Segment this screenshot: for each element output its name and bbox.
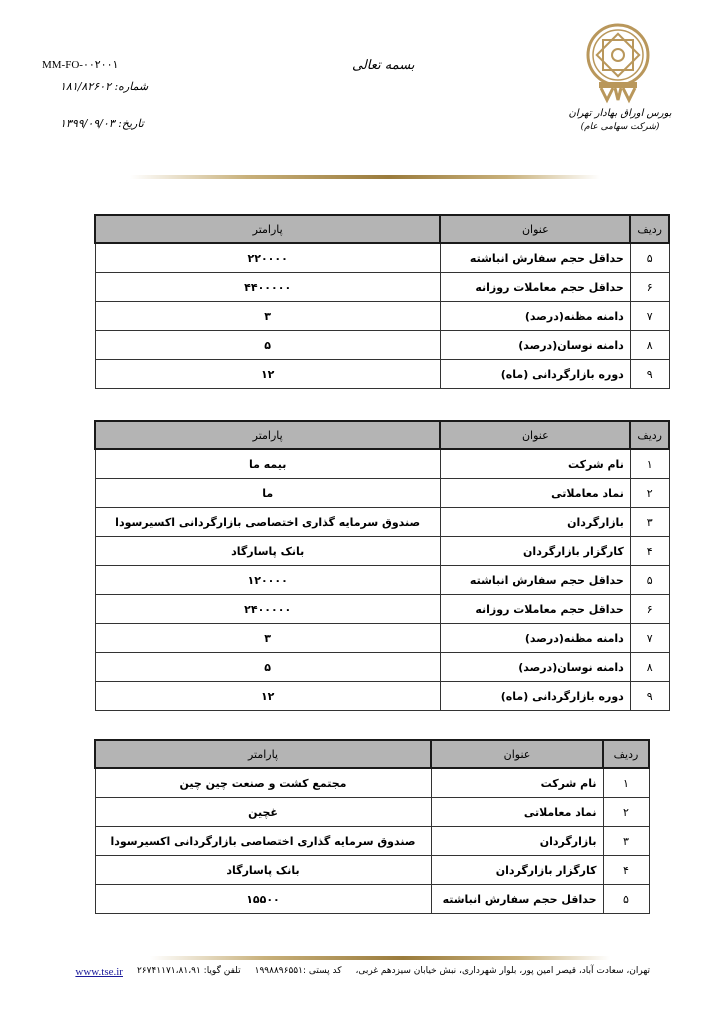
table-row — [95, 243, 669, 273]
column-header-title: عنوان — [440, 421, 630, 449]
row-number: ۵ — [630, 566, 669, 595]
document-number: شماره: ۱۸۱/۸۲۶۰۲ — [60, 80, 149, 93]
row-title: حداقل حجم سفارش انباشته — [440, 566, 630, 595]
table-row — [95, 798, 649, 827]
table-row — [95, 595, 669, 624]
invocation-heading: بسمه تعالی — [352, 58, 415, 73]
row-title: دامنه مظنه(درصد) — [440, 624, 630, 653]
table-row — [95, 479, 669, 508]
row-number: ۳ — [630, 508, 669, 537]
table-row — [95, 827, 649, 856]
column-header-row: ردیف — [603, 740, 649, 768]
row-param: بانک پاسارگاد — [95, 537, 440, 566]
row-number: ۲ — [630, 479, 669, 508]
row-title: حداقل حجم سفارش انباشته — [440, 243, 630, 273]
parameters-table-1 — [94, 214, 670, 389]
row-title: نماد معاملاتی — [440, 479, 630, 508]
table-row — [95, 508, 669, 537]
table-row — [95, 449, 669, 479]
row-title: بازارگردان — [440, 508, 630, 537]
row-title: حداقل حجم معاملات روزانه — [440, 273, 630, 302]
row-title: نام شرکت — [440, 449, 630, 479]
table-row — [95, 273, 669, 302]
row-title: بازارگردان — [431, 827, 603, 856]
column-header-param: پارامتر — [95, 215, 440, 243]
row-param: ۱۲ — [95, 360, 440, 389]
row-title: حداقل حجم سفارش انباشته — [431, 885, 603, 914]
row-number: ۲ — [603, 798, 649, 827]
row-param: ۱۲ — [95, 682, 440, 711]
table-row — [95, 302, 669, 331]
row-number: ۴ — [603, 856, 649, 885]
footer-divider — [150, 956, 610, 960]
row-param: صندوق سرمایه گذاری اختصاصی بازارگردانی اکسیرسودا — [95, 508, 440, 537]
row-title: دوره بازارگردانی (ماه) — [440, 360, 630, 389]
table-row — [95, 653, 669, 682]
column-header-title: عنوان — [431, 740, 603, 768]
footer-phone: تلفن گویا: ۲۶۷۴۱۱۷۱،۸۱،۹۱ — [136, 966, 241, 976]
website-link[interactable]: www.tse.ir — [75, 966, 123, 978]
row-number: ۶ — [630, 273, 669, 302]
row-number: ۶ — [630, 595, 669, 624]
row-title: دامنه مظنه(درصد) — [440, 302, 630, 331]
row-param: ۵ — [95, 331, 440, 360]
tse-emblem-logo-icon — [585, 22, 651, 104]
footer-postal-code: کد پستی :۱۹۹۸۸۹۶۵۵۱ — [254, 966, 342, 976]
row-title: نام شرکت — [431, 768, 603, 798]
row-title: دوره بازارگردانی (ماه) — [440, 682, 630, 711]
table-header-row — [95, 740, 649, 768]
column-header-param: پارامتر — [95, 740, 431, 768]
row-number: ۳ — [603, 827, 649, 856]
footer-address: تهران، سعادت آباد، قیصر امین پور، بلوار شهرداری، نبش خیابان سیزدهم غربی، — [355, 966, 650, 976]
organization-type: (شرکت سهامی عام) — [580, 122, 660, 132]
table-row — [95, 768, 649, 798]
parameters-table-2 — [94, 420, 670, 711]
column-header-row: ردیف — [630, 421, 669, 449]
row-title: حداقل حجم معاملات روزانه — [440, 595, 630, 624]
row-number: ۱ — [630, 449, 669, 479]
row-number: ۹ — [630, 360, 669, 389]
table-row — [95, 856, 649, 885]
organization-name: بورس اوراق بهادار تهران — [568, 108, 672, 119]
row-number: ۹ — [630, 682, 669, 711]
row-param: ۱۲۰۰۰۰ — [95, 566, 440, 595]
row-title: دامنه نوسان(درصد) — [440, 653, 630, 682]
footer — [75, 966, 650, 978]
row-param: صندوق سرمایه گذاری اختصاصی بازارگردانی اکسیرسودا — [95, 827, 431, 856]
row-param: مجتمع کشت و صنعت چین چین — [95, 768, 431, 798]
row-param: ۲۲۰۰۰۰ — [95, 243, 440, 273]
row-number: ۴ — [630, 537, 669, 566]
row-number: ۵ — [603, 885, 649, 914]
table-row — [95, 566, 669, 595]
parameters-table-3 — [94, 739, 650, 914]
row-param: بانک پاسارگاد — [95, 856, 431, 885]
row-param: ۵ — [95, 653, 440, 682]
row-number: ۸ — [630, 331, 669, 360]
header-divider — [130, 175, 600, 179]
row-title: دامنه نوسان(درصد) — [440, 331, 630, 360]
table-row — [95, 537, 669, 566]
table-row — [95, 624, 669, 653]
row-param: ۲۴۰۰۰۰۰ — [95, 595, 440, 624]
form-code: MM-FO-۰۰۲۰۰۱ — [42, 59, 119, 71]
document-date: تاریخ: ۱۳۹۹/۰۹/۰۳ — [60, 117, 144, 130]
row-title: کارگزار بازارگردان — [440, 537, 630, 566]
row-number: ۱ — [603, 768, 649, 798]
row-param: بیمه ما — [95, 449, 440, 479]
column-header-param: پارامتر — [95, 421, 440, 449]
column-header-row: ردیف — [630, 215, 669, 243]
table-row — [95, 360, 669, 389]
row-number: ۵ — [630, 243, 669, 273]
row-title: کارگزار بازارگردان — [431, 856, 603, 885]
row-number: ۷ — [630, 302, 669, 331]
row-number: ۷ — [630, 624, 669, 653]
table-header-row — [95, 421, 669, 449]
row-param: ۳ — [95, 624, 440, 653]
row-param: ما — [95, 479, 440, 508]
table-header-row — [95, 215, 669, 243]
table-row — [95, 682, 669, 711]
row-title: نماد معاملاتی — [431, 798, 603, 827]
row-param: ۴۴۰۰۰۰۰ — [95, 273, 440, 302]
row-param: ۱۵۵۰۰ — [95, 885, 431, 914]
table-row — [95, 331, 669, 360]
row-number: ۸ — [630, 653, 669, 682]
row-param: غچین — [95, 798, 431, 827]
table-row — [95, 885, 649, 914]
column-header-title: عنوان — [440, 215, 630, 243]
row-param: ۳ — [95, 302, 440, 331]
